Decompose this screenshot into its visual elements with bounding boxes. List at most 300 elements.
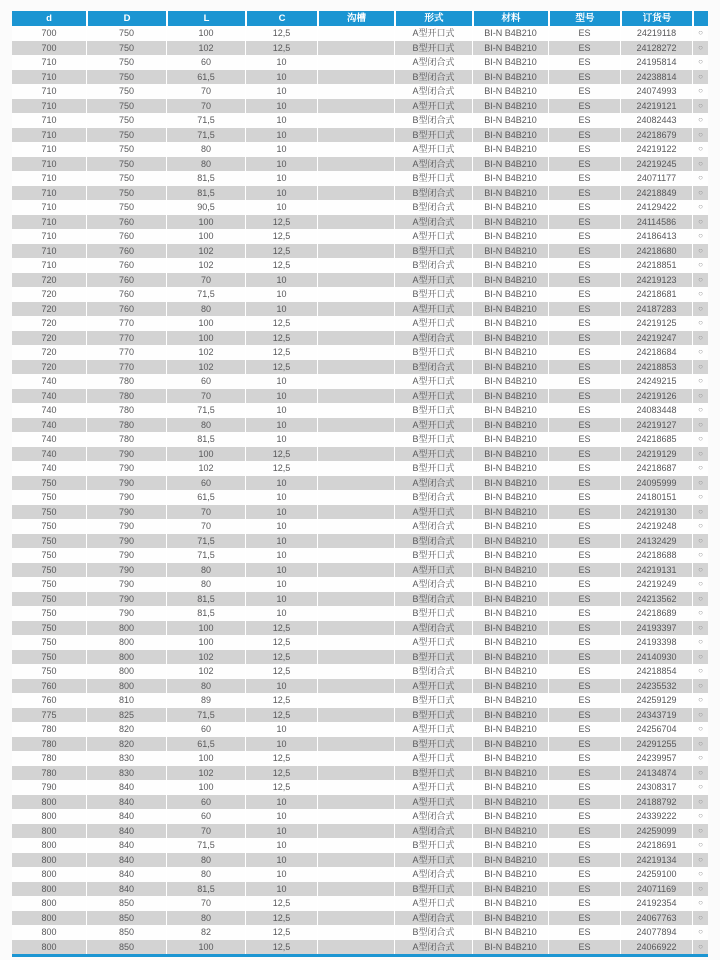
cell-dd: 840 bbox=[86, 809, 166, 824]
cell-l: 80 bbox=[166, 679, 245, 694]
table-row bbox=[12, 809, 708, 824]
cell-order-no: 24259129 bbox=[620, 693, 692, 708]
col-header-availability bbox=[692, 11, 708, 26]
cell-material: BI-N B4B210 bbox=[472, 925, 548, 940]
cell-c: 10 bbox=[245, 490, 317, 505]
cell-dd: 780 bbox=[86, 389, 166, 404]
availability-icon: ○ bbox=[692, 200, 708, 215]
cell-dd: 750 bbox=[86, 186, 166, 201]
cell-groove bbox=[317, 766, 394, 781]
cell-model: ES bbox=[548, 940, 620, 955]
cell-groove bbox=[317, 229, 394, 244]
col-header-model: 型号 bbox=[548, 11, 620, 26]
cell-order-no: 24188792 bbox=[620, 795, 692, 810]
availability-icon: ○ bbox=[692, 708, 708, 723]
cell-dd: 800 bbox=[86, 621, 166, 636]
cell-model: ES bbox=[548, 345, 620, 360]
cell-c: 10 bbox=[245, 287, 317, 302]
cell-groove bbox=[317, 519, 394, 534]
cell-model: ES bbox=[548, 41, 620, 56]
cell-order-no: 24218851 bbox=[620, 258, 692, 273]
cell-dd: 790 bbox=[86, 461, 166, 476]
cell-dd: 790 bbox=[86, 577, 166, 592]
cell-groove bbox=[317, 244, 394, 259]
table-body bbox=[12, 26, 708, 954]
cell-groove bbox=[317, 447, 394, 462]
cell-l: 102 bbox=[166, 258, 245, 273]
availability-icon: ○ bbox=[692, 635, 708, 650]
cell-form: B型开口式 bbox=[394, 432, 472, 447]
cell-model: ES bbox=[548, 215, 620, 230]
table-row bbox=[12, 55, 708, 70]
cell-d: 740 bbox=[12, 389, 86, 404]
cell-groove bbox=[317, 70, 394, 85]
cell-model: ES bbox=[548, 563, 620, 578]
cell-form: B型开口式 bbox=[394, 244, 472, 259]
cell-material: BI-N B4B210 bbox=[472, 70, 548, 85]
table-row bbox=[12, 650, 708, 665]
cell-groove bbox=[317, 418, 394, 433]
cell-model: ES bbox=[548, 200, 620, 215]
cell-c: 10 bbox=[245, 505, 317, 520]
cell-form: A型开口式 bbox=[394, 635, 472, 650]
cell-groove bbox=[317, 331, 394, 346]
table-row bbox=[12, 403, 708, 418]
cell-material: BI-N B4B210 bbox=[472, 606, 548, 621]
cell-form: A型闭合式 bbox=[394, 55, 472, 70]
cell-model: ES bbox=[548, 418, 620, 433]
cell-l: 80 bbox=[166, 563, 245, 578]
availability-icon: ○ bbox=[692, 418, 708, 433]
cell-model: ES bbox=[548, 99, 620, 114]
cell-c: 10 bbox=[245, 867, 317, 882]
table-row bbox=[12, 766, 708, 781]
cell-material: BI-N B4B210 bbox=[472, 389, 548, 404]
cell-form: A型开口式 bbox=[394, 142, 472, 157]
cell-d: 750 bbox=[12, 592, 86, 607]
cell-groove bbox=[317, 548, 394, 563]
cell-material: BI-N B4B210 bbox=[472, 650, 548, 665]
cell-model: ES bbox=[548, 911, 620, 926]
cell-c: 10 bbox=[245, 882, 317, 897]
cell-material: BI-N B4B210 bbox=[472, 287, 548, 302]
availability-icon: ○ bbox=[692, 795, 708, 810]
cell-material: BI-N B4B210 bbox=[472, 403, 548, 418]
cell-order-no: 24219122 bbox=[620, 142, 692, 157]
cell-material: BI-N B4B210 bbox=[472, 853, 548, 868]
cell-l: 71,5 bbox=[166, 548, 245, 563]
availability-icon: ○ bbox=[692, 432, 708, 447]
cell-c: 10 bbox=[245, 273, 317, 288]
table-row bbox=[12, 287, 708, 302]
cell-d: 750 bbox=[12, 519, 86, 534]
cell-l: 102 bbox=[166, 664, 245, 679]
cell-d: 750 bbox=[12, 664, 86, 679]
cell-material: BI-N B4B210 bbox=[472, 142, 548, 157]
cell-dd: 840 bbox=[86, 882, 166, 897]
cell-groove bbox=[317, 432, 394, 447]
cell-c: 10 bbox=[245, 113, 317, 128]
cell-groove bbox=[317, 84, 394, 99]
cell-material: BI-N B4B210 bbox=[472, 41, 548, 56]
cell-l: 60 bbox=[166, 722, 245, 737]
cell-order-no: 24195814 bbox=[620, 55, 692, 70]
cell-d: 700 bbox=[12, 41, 86, 56]
cell-d: 710 bbox=[12, 142, 86, 157]
cell-dd: 850 bbox=[86, 896, 166, 911]
cell-model: ES bbox=[548, 737, 620, 752]
table-row bbox=[12, 737, 708, 752]
cell-dd: 790 bbox=[86, 534, 166, 549]
cell-material: BI-N B4B210 bbox=[472, 896, 548, 911]
cell-d: 800 bbox=[12, 896, 86, 911]
availability-icon: ○ bbox=[692, 360, 708, 375]
availability-icon: ○ bbox=[692, 548, 708, 563]
table-row bbox=[12, 273, 708, 288]
cell-groove bbox=[317, 737, 394, 752]
cell-groove bbox=[317, 258, 394, 273]
table-row bbox=[12, 853, 708, 868]
cell-d: 710 bbox=[12, 215, 86, 230]
cell-l: 70 bbox=[166, 505, 245, 520]
cell-material: BI-N B4B210 bbox=[472, 273, 548, 288]
cell-groove bbox=[317, 795, 394, 810]
cell-c: 10 bbox=[245, 737, 317, 752]
cell-l: 70 bbox=[166, 824, 245, 839]
table-row bbox=[12, 447, 708, 462]
cell-order-no: 24219127 bbox=[620, 418, 692, 433]
cell-d: 710 bbox=[12, 70, 86, 85]
cell-model: ES bbox=[548, 258, 620, 273]
cell-d: 750 bbox=[12, 548, 86, 563]
cell-form: A型开口式 bbox=[394, 751, 472, 766]
table-row bbox=[12, 461, 708, 476]
cell-dd: 750 bbox=[86, 171, 166, 186]
cell-l: 80 bbox=[166, 867, 245, 882]
cell-groove bbox=[317, 171, 394, 186]
table-row bbox=[12, 331, 708, 346]
cell-dd: 820 bbox=[86, 722, 166, 737]
cell-model: ES bbox=[548, 693, 620, 708]
cell-order-no: 24256704 bbox=[620, 722, 692, 737]
cell-dd: 840 bbox=[86, 795, 166, 810]
cell-c: 12,5 bbox=[245, 911, 317, 926]
cell-l: 60 bbox=[166, 809, 245, 824]
cell-c: 10 bbox=[245, 679, 317, 694]
cell-c: 10 bbox=[245, 84, 317, 99]
cell-dd: 790 bbox=[86, 490, 166, 505]
cell-d: 710 bbox=[12, 157, 86, 172]
cell-form: B型闭合式 bbox=[394, 925, 472, 940]
cell-order-no: 24238814 bbox=[620, 70, 692, 85]
cell-groove bbox=[317, 273, 394, 288]
table-row bbox=[12, 244, 708, 259]
cell-l: 71,5 bbox=[166, 113, 245, 128]
cell-model: ES bbox=[548, 128, 620, 143]
cell-order-no: 24218687 bbox=[620, 461, 692, 476]
cell-dd: 750 bbox=[86, 55, 166, 70]
cell-dd: 830 bbox=[86, 751, 166, 766]
cell-model: ES bbox=[548, 838, 620, 853]
cell-form: B型闭合式 bbox=[394, 186, 472, 201]
cell-model: ES bbox=[548, 113, 620, 128]
cell-l: 80 bbox=[166, 577, 245, 592]
cell-groove bbox=[317, 157, 394, 172]
cell-material: BI-N B4B210 bbox=[472, 563, 548, 578]
cell-order-no: 24219247 bbox=[620, 331, 692, 346]
cell-material: BI-N B4B210 bbox=[472, 824, 548, 839]
cell-c: 12,5 bbox=[245, 41, 317, 56]
cell-order-no: 24066922 bbox=[620, 940, 692, 955]
cell-order-no: 24219130 bbox=[620, 505, 692, 520]
availability-icon: ○ bbox=[692, 882, 708, 897]
availability-icon: ○ bbox=[692, 911, 708, 926]
cell-form: B型开口式 bbox=[394, 708, 472, 723]
cell-order-no: 24083448 bbox=[620, 403, 692, 418]
cell-material: BI-N B4B210 bbox=[472, 766, 548, 781]
cell-dd: 760 bbox=[86, 302, 166, 317]
cell-l: 70 bbox=[166, 84, 245, 99]
cell-l: 70 bbox=[166, 389, 245, 404]
cell-l: 90,5 bbox=[166, 200, 245, 215]
cell-form: A型开口式 bbox=[394, 374, 472, 389]
cell-groove bbox=[317, 113, 394, 128]
cell-form: A型开口式 bbox=[394, 418, 472, 433]
cell-groove bbox=[317, 853, 394, 868]
cell-c: 10 bbox=[245, 418, 317, 433]
cell-groove bbox=[317, 664, 394, 679]
cell-form: B型开口式 bbox=[394, 287, 472, 302]
cell-order-no: 24218849 bbox=[620, 186, 692, 201]
cell-material: BI-N B4B210 bbox=[472, 679, 548, 694]
availability-icon: ○ bbox=[692, 244, 708, 259]
table-row bbox=[12, 664, 708, 679]
cell-order-no: 24067763 bbox=[620, 911, 692, 926]
cell-d: 760 bbox=[12, 693, 86, 708]
cell-model: ES bbox=[548, 84, 620, 99]
cell-material: BI-N B4B210 bbox=[472, 331, 548, 346]
cell-order-no: 24219134 bbox=[620, 853, 692, 868]
cell-groove bbox=[317, 606, 394, 621]
cell-groove bbox=[317, 345, 394, 360]
availability-icon: ○ bbox=[692, 780, 708, 795]
cell-dd: 760 bbox=[86, 229, 166, 244]
availability-icon: ○ bbox=[692, 621, 708, 636]
cell-c: 12,5 bbox=[245, 461, 317, 476]
cell-c: 12,5 bbox=[245, 766, 317, 781]
cell-dd: 840 bbox=[86, 824, 166, 839]
cell-model: ES bbox=[548, 70, 620, 85]
cell-dd: 830 bbox=[86, 766, 166, 781]
cell-l: 81,5 bbox=[166, 171, 245, 186]
cell-l: 81,5 bbox=[166, 882, 245, 897]
cell-dd: 760 bbox=[86, 244, 166, 259]
cell-dd: 790 bbox=[86, 548, 166, 563]
table-row bbox=[12, 621, 708, 636]
cell-model: ES bbox=[548, 302, 620, 317]
cell-order-no: 24218689 bbox=[620, 606, 692, 621]
cell-dd: 790 bbox=[86, 476, 166, 491]
cell-d: 720 bbox=[12, 316, 86, 331]
cell-c: 12,5 bbox=[245, 258, 317, 273]
cell-c: 10 bbox=[245, 722, 317, 737]
availability-icon: ○ bbox=[692, 534, 708, 549]
cell-form: B型闭合式 bbox=[394, 200, 472, 215]
cell-groove bbox=[317, 490, 394, 505]
cell-c: 10 bbox=[245, 824, 317, 839]
cell-form: B型开口式 bbox=[394, 882, 472, 897]
cell-l: 100 bbox=[166, 215, 245, 230]
table-row bbox=[12, 302, 708, 317]
cell-material: BI-N B4B210 bbox=[472, 26, 548, 41]
availability-icon: ○ bbox=[692, 273, 708, 288]
cell-d: 800 bbox=[12, 867, 86, 882]
table-row bbox=[12, 229, 708, 244]
cell-d: 750 bbox=[12, 505, 86, 520]
availability-icon: ○ bbox=[692, 99, 708, 114]
cell-material: BI-N B4B210 bbox=[472, 621, 548, 636]
cell-dd: 750 bbox=[86, 70, 166, 85]
cell-groove bbox=[317, 708, 394, 723]
table-row bbox=[12, 925, 708, 940]
cell-groove bbox=[317, 41, 394, 56]
availability-icon: ○ bbox=[692, 577, 708, 592]
cell-order-no: 24219125 bbox=[620, 316, 692, 331]
cell-dd: 790 bbox=[86, 563, 166, 578]
cell-c: 10 bbox=[245, 432, 317, 447]
cell-c: 10 bbox=[245, 577, 317, 592]
cell-l: 80 bbox=[166, 911, 245, 926]
cell-l: 70 bbox=[166, 519, 245, 534]
cell-model: ES bbox=[548, 925, 620, 940]
cell-dd: 750 bbox=[86, 84, 166, 99]
availability-icon: ○ bbox=[692, 838, 708, 853]
cell-groove bbox=[317, 200, 394, 215]
cell-material: BI-N B4B210 bbox=[472, 113, 548, 128]
cell-c: 10 bbox=[245, 795, 317, 810]
cell-dd: 850 bbox=[86, 911, 166, 926]
table-row bbox=[12, 679, 708, 694]
cell-order-no: 24218679 bbox=[620, 128, 692, 143]
cell-l: 80 bbox=[166, 142, 245, 157]
cell-order-no: 24074993 bbox=[620, 84, 692, 99]
cell-order-no: 24219129 bbox=[620, 447, 692, 462]
availability-icon: ○ bbox=[692, 26, 708, 41]
table-row bbox=[12, 693, 708, 708]
cell-d: 800 bbox=[12, 809, 86, 824]
cell-l: 80 bbox=[166, 853, 245, 868]
cell-c: 10 bbox=[245, 592, 317, 607]
cell-order-no: 24239957 bbox=[620, 751, 692, 766]
cell-d: 800 bbox=[12, 795, 86, 810]
cell-c: 10 bbox=[245, 200, 317, 215]
cell-dd: 800 bbox=[86, 679, 166, 694]
cell-l: 71,5 bbox=[166, 403, 245, 418]
cell-groove bbox=[317, 287, 394, 302]
cell-groove bbox=[317, 142, 394, 157]
availability-icon: ○ bbox=[692, 853, 708, 868]
cell-order-no: 24193397 bbox=[620, 621, 692, 636]
cell-material: BI-N B4B210 bbox=[472, 490, 548, 505]
cell-model: ES bbox=[548, 867, 620, 882]
cell-form: B型闭合式 bbox=[394, 360, 472, 375]
cell-groove bbox=[317, 476, 394, 491]
cell-form: A型开口式 bbox=[394, 679, 472, 694]
cell-l: 102 bbox=[166, 244, 245, 259]
cell-order-no: 24219245 bbox=[620, 157, 692, 172]
table-row bbox=[12, 99, 708, 114]
table-row bbox=[12, 26, 708, 41]
availability-icon: ○ bbox=[692, 664, 708, 679]
cell-order-no: 24128272 bbox=[620, 41, 692, 56]
cell-c: 10 bbox=[245, 853, 317, 868]
cell-l: 100 bbox=[166, 229, 245, 244]
cell-l: 71,5 bbox=[166, 128, 245, 143]
cell-order-no: 24219248 bbox=[620, 519, 692, 534]
cell-order-no: 24219249 bbox=[620, 577, 692, 592]
cell-material: BI-N B4B210 bbox=[472, 476, 548, 491]
cell-order-no: 24218854 bbox=[620, 664, 692, 679]
availability-icon: ○ bbox=[692, 679, 708, 694]
cell-dd: 750 bbox=[86, 142, 166, 157]
availability-icon: ○ bbox=[692, 142, 708, 157]
cell-dd: 760 bbox=[86, 273, 166, 288]
cell-material: BI-N B4B210 bbox=[472, 635, 548, 650]
cell-material: BI-N B4B210 bbox=[472, 244, 548, 259]
cell-form: A型开口式 bbox=[394, 229, 472, 244]
cell-form: A型闭合式 bbox=[394, 84, 472, 99]
cell-order-no: 24082443 bbox=[620, 113, 692, 128]
cell-model: ES bbox=[548, 316, 620, 331]
table-row bbox=[12, 635, 708, 650]
cell-c: 12,5 bbox=[245, 621, 317, 636]
availability-icon: ○ bbox=[692, 345, 708, 360]
table-row bbox=[12, 360, 708, 375]
cell-model: ES bbox=[548, 534, 620, 549]
cell-c: 10 bbox=[245, 476, 317, 491]
cell-c: 12,5 bbox=[245, 345, 317, 360]
cell-order-no: 24187283 bbox=[620, 302, 692, 317]
cell-c: 12,5 bbox=[245, 447, 317, 462]
cell-material: BI-N B4B210 bbox=[472, 316, 548, 331]
cell-groove bbox=[317, 316, 394, 331]
cell-l: 80 bbox=[166, 302, 245, 317]
cell-model: ES bbox=[548, 664, 620, 679]
cell-groove bbox=[317, 809, 394, 824]
cell-form: B型开口式 bbox=[394, 171, 472, 186]
cell-model: ES bbox=[548, 244, 620, 259]
table-row bbox=[12, 418, 708, 433]
cell-l: 100 bbox=[166, 331, 245, 346]
cell-groove bbox=[317, 577, 394, 592]
cell-d: 750 bbox=[12, 635, 86, 650]
availability-icon: ○ bbox=[692, 157, 708, 172]
cell-model: ES bbox=[548, 896, 620, 911]
cell-l: 71,5 bbox=[166, 838, 245, 853]
cell-c: 12,5 bbox=[245, 693, 317, 708]
table-row bbox=[12, 490, 708, 505]
cell-d: 750 bbox=[12, 534, 86, 549]
cell-model: ES bbox=[548, 157, 620, 172]
table-row bbox=[12, 534, 708, 549]
availability-icon: ○ bbox=[692, 940, 708, 955]
cell-groove bbox=[317, 389, 394, 404]
cell-groove bbox=[317, 592, 394, 607]
cell-model: ES bbox=[548, 621, 620, 636]
cell-l: 82 bbox=[166, 925, 245, 940]
availability-icon: ○ bbox=[692, 925, 708, 940]
availability-icon: ○ bbox=[692, 824, 708, 839]
